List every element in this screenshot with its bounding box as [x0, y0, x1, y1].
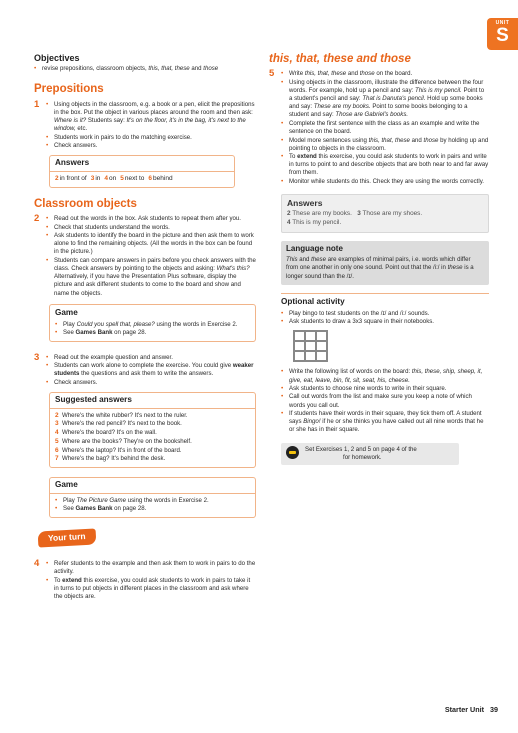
objectives-list [34, 65, 256, 73]
answer-item: 2in front of [55, 175, 87, 183]
answers-box-2 [281, 194, 489, 233]
list-item: • To extend this exercise, you could ask students to work in pairs and write in turns to point to and describe objects that are both near to and far away from them. [281, 153, 489, 177]
answers-line [55, 175, 229, 184]
objectives-title: Objectives [34, 53, 80, 63]
homework-text-end: for homework. [343, 453, 382, 461]
unit-tab [487, 18, 518, 50]
list-item: • Ask students to identify the board in the picture and then ask them to work alone to find the remaining objects. (All the words in the box can be found in the picture.) [46, 232, 256, 256]
exercise-number: 4 [34, 558, 40, 570]
answers-title: Answers [287, 198, 323, 209]
list-item: • Using objects in the classroom, e.g. a book or a pen, elicit the prepositions in the box. Put the object in various places around the room and then ask: Where is it? Students say: It's on the floor, it's in the bag, it's next to the window, etc. [46, 101, 256, 134]
page-footer [439, 705, 498, 715]
list-item: • Ask students to choose nine words to write in their square. [281, 385, 489, 393]
suggested-answers-title: Suggested answers [50, 393, 255, 409]
homework-icon [286, 446, 299, 459]
game-box-1 [49, 304, 256, 342]
list-item: • Monitor while students do this. Check they are using the words correctly. [281, 178, 489, 186]
answers-box-1 [49, 155, 235, 188]
list-item: • Using objects in the classroom, illustrate the difference between the four words. For example, hold up a pencil and say: This is my pencil. Point to a student's pencil and say: That is Danuta's pencil. Hold up some books and say: These are my books. Point to some books belonging to a student and say: Those are Gabriel's books. [281, 79, 489, 120]
homework-box [281, 443, 459, 465]
list-item: • Play The Picture Game using the words in Exercise 2. [55, 497, 250, 505]
answers-title: Answers [50, 156, 234, 172]
list-item: • Refer students to the example and then ask them to work in pairs to do the activity. [46, 560, 256, 576]
answers-row: 2 These are my books. 3 Those are my shoes. [287, 210, 423, 218]
list-item: • Check answers. [46, 142, 256, 150]
game-title: Game [50, 478, 255, 494]
this-that-title: this, that, these and those [269, 53, 411, 65]
exercise-5 [269, 70, 489, 186]
answers-row: 4 This is my pencil. [287, 219, 342, 227]
list-item: • See Games Bank on page 28. [55, 329, 250, 337]
list-item: • Read out the words in the box. Ask students to repeat them after you. [46, 215, 256, 223]
exercise-4 [34, 560, 256, 601]
bingo-grid [293, 330, 328, 362]
optional-activity [281, 293, 489, 435]
list-item: • Write this, that, these and those on the board. [281, 70, 489, 78]
list-item: • To extend this exercise, you could ask students to work in pairs to take it in turns to put objects in different places in the classroom and ask where the objects are. [46, 577, 256, 601]
exercise-3 [34, 351, 256, 387]
answer-item: 5next to [120, 175, 145, 183]
suggested-answer-row: 2 Where's the white rubber? It's next to the ruler. [55, 411, 188, 419]
exercise-number: 1 [34, 98, 40, 110]
language-note-title: Language note [286, 243, 343, 253]
exercise-1 [34, 98, 256, 151]
list-item: • Students can compare answers in pairs before you check answers with the class. Check answers by pointing to the objects and asking: What's this? Alternatively, if you have the Presentation Plus software, display the picture and ask different students to come to the board and show and name the objects. [46, 257, 256, 298]
exercise-number: 3 [34, 351, 40, 363]
your-turn-banner [38, 530, 256, 546]
objectives-item: • revise prepositions, classroom objects, this, that, these and those [34, 65, 256, 73]
list-item: • Play bingo to test students on the /ɪ/ and /i:/ sounds. [281, 310, 489, 318]
suggested-answer-row: 4 Where's the board? It's on the wall. [55, 429, 157, 437]
list-item: • If students have their words in their square, they tick them off. A student says Bingo! if he or she thinks you have called out all nine words that he or she has in their square. [281, 410, 489, 434]
unit-tab-number: S [496, 25, 509, 46]
classroom-objects-title: Classroom objects [34, 197, 137, 210]
list-item: • See Games Bank on page 28. [55, 505, 250, 513]
prepositions-title: Prepositions [34, 83, 104, 96]
right-column [269, 52, 489, 465]
list-item: • Ask students to draw a 3x3 square in their notebooks. [281, 318, 489, 326]
suggested-answer-row: 3 Where's the red pencil? It's next to the book. [55, 420, 182, 428]
list-item: • Play Could you spell that, please? using the words in Exercise 2. [55, 321, 250, 329]
homework-text: Set Exercises 1, 2 and 5 on page 4 of the [305, 445, 417, 453]
suggested-answers-list [55, 412, 250, 464]
suggested-answer-row: 5 Where are the books? They're on the bookshelf. [55, 437, 192, 445]
list-item: • Call out words from the list and make sure you keep a note of which words you call out. [281, 393, 489, 409]
list-item: • Write the following list of words on the board: this, these, ship, sheep, it, give, eat, leave, bin, fit, sit, seat, his, cheese. [281, 368, 489, 384]
language-note-text: This and these are examples of minimal pairs, i.e. words which differ from one another in only one sound. Point out that the /i:/ in these is a longer sound than the /ɪ/. [286, 256, 474, 280]
list-item: • Check answers. [46, 379, 256, 387]
list-item: • Complete the first sentence with the class as an example and write the sentence on the board. [281, 120, 489, 136]
suggested-answers-box [49, 392, 256, 468]
suggested-answer-row: 7 Where's the bag? It's behind the desk. [55, 455, 166, 463]
game-title: Game [55, 307, 78, 317]
list-item: • Students work in pairs to do the matching exercise. [46, 134, 256, 142]
left-column [34, 52, 256, 602]
list-item: • Check that students understand the words. [46, 224, 256, 232]
answer-item: 6behind [148, 175, 173, 183]
answer-item: 4on [104, 175, 117, 183]
game-box-2 [49, 477, 256, 518]
list-item: • Read out the example question and answer. [46, 354, 256, 362]
exercise-number: 5 [269, 68, 275, 80]
answer-item: 3in [90, 175, 101, 183]
optional-activity-title: Optional activity [281, 296, 345, 306]
suggested-answer-row: 6 Where's the laptop? It's in front of the board. [55, 446, 182, 454]
exercise-2 [34, 215, 256, 297]
footer-label: Starter Unit [444, 705, 484, 715]
your-turn-label: Your turn [38, 528, 96, 547]
page-number: 39 [490, 705, 498, 715]
language-note-box [281, 241, 489, 285]
exercise-number: 2 [34, 213, 40, 225]
list-item: • Model more sentences using this, that, these and those by holding up and pointing to objects in the classroom. [281, 137, 489, 153]
list-item: • Students can work alone to complete the exercise. You could give weaker students the questions and ask them to write the answers. [46, 362, 256, 378]
unit-tab-label: UNIT [495, 20, 510, 26]
